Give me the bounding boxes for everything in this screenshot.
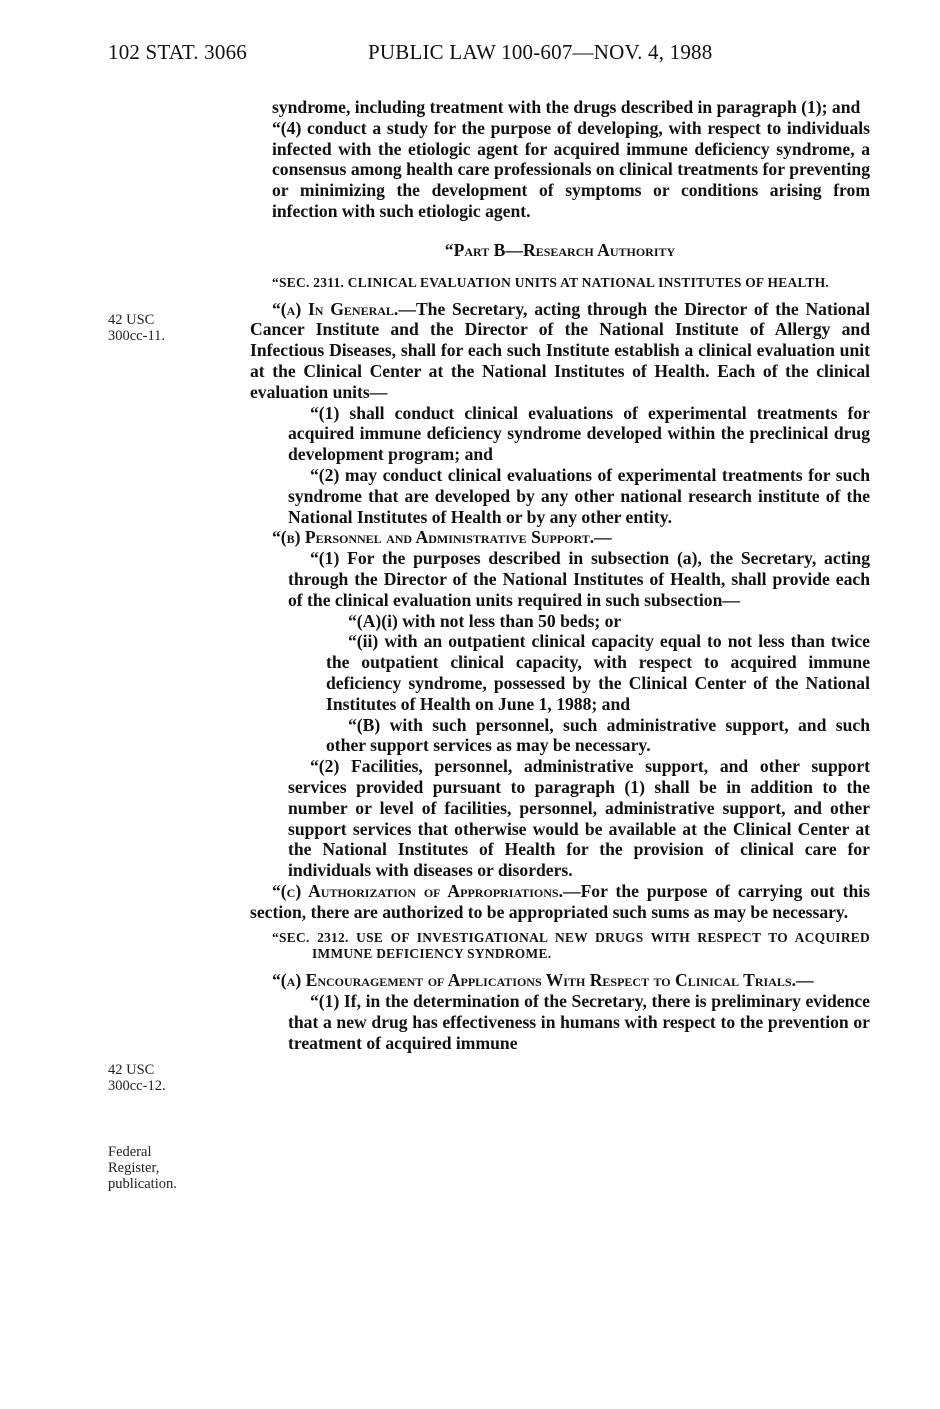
subsection-b-1-A-ii: “(ii) with an outpatient clinical capacity equal to not less than twice the outpatient clinical capacity, with respect to acquired immune deficiency syndrome, possessed by the Clinical Center of the National Institutes of Health on June 1, 1988; and — [326, 631, 870, 714]
subsection-a-encouragement-1: “(1) If, in the determination of the Secretary, there is preliminary evidence that a new drug has effectiveness in humans with respect to the prevention or treatment of acquired immune — [288, 991, 870, 1053]
margin-note-usc-11: 42 USC 300cc-11. — [108, 312, 166, 344]
margin-note-usc-12: 42 USC 300cc-12. — [108, 1062, 166, 1094]
part-b-heading: “Part B—Research Authority — [444, 239, 676, 260]
section-2312-heading: “SEC. 2312. USE OF INVESTIGATIONAL NEW DRUGS WITH RESPECT TO ACQUIRED IMMUNE DEFICIENCY SYNDROME. — [272, 930, 870, 962]
running-header — [108, 40, 868, 68]
subsection-c: “(c) Authorization of Appropriations.—For the purpose of carrying out this section, there are authorized to be appropriated such sums as may be necessary. — [250, 880, 870, 922]
subsection-b-1: “(1) For the purposes described in subsection (a), the Secretary, acting through the Director of the National Institutes of Health, shall provide each of the clinical evaluation units required in such subsection— — [288, 548, 870, 610]
subsection-a-1: “(1) shall conduct clinical evaluations of experimental treatments for acquired immune deficiency syndrome developed within the preclinical drug development program; and — [288, 402, 870, 465]
law-title-date: PUBLIC LAW 100-607—NOV. 4, 1988 — [368, 40, 713, 64]
stat-page-number: 102 STAT. 3066 — [108, 40, 247, 64]
subsection-a-encouragement-heading: “(a) Encouragement of Applications With Respect to Clinical Trials.— — [272, 970, 814, 991]
subsection-a: “(a) In General.—The Secretary, acting through the Director of the National Cancer Institute and the Director of the National Institute of Allergy and Infectious Diseases, shall for each such Institute establish a clinical evaluation unit at the Clinical Center at the National Institutes of Health. Each of the clinical evaluation units— — [250, 298, 870, 402]
section-2311-heading: “SEC. 2311. CLINICAL EVALUATION UNITS AT NATIONAL INSTITUTES OF HEALTH. — [272, 274, 830, 290]
paragraph-continuation: syndrome, including treatment with the drugs described in paragraph (1); and — [272, 97, 861, 117]
margin-note-federal-register: Federal Register, publication. — [108, 1144, 177, 1192]
paragraph-4: “(4) conduct a study for the purpose of developing, with respect to individuals infected with the etiologic agent for acquired immune deficiency syndrome, a consensus among health care professionals on clinical treatments for preventing or minimizing the development of symptoms or conditions arising from infection with such etiologic agent. — [272, 117, 870, 221]
subsection-b-1-A-i: “(A)(i) with not less than 50 beds; or — [348, 610, 622, 631]
subsection-a-2: “(2) may conduct clinical evaluations of experimental treatments for such syndrome that are developed by any other national research institute of the National Institutes of Health or by any other entity. — [288, 464, 870, 527]
subsection-b-1-B: “(B) with such personnel, such administrative support, and such other support services as may be necessary. — [326, 714, 870, 756]
subsection-b-heading: “(b) Personnel and Administrative Support.— — [272, 527, 612, 548]
statute-body — [250, 97, 870, 1054]
subsection-b-2: “(2) Facilities, personnel, administrative support, and other support services provided pursuant to paragraph (1) shall be in addition to the number or level of facilities, personnel, administrative support, and other support services that otherwise would be available at the Clinical Center at the National Institutes of Health for the provision of clinical care for individuals with diseases or disorders. — [288, 756, 870, 881]
